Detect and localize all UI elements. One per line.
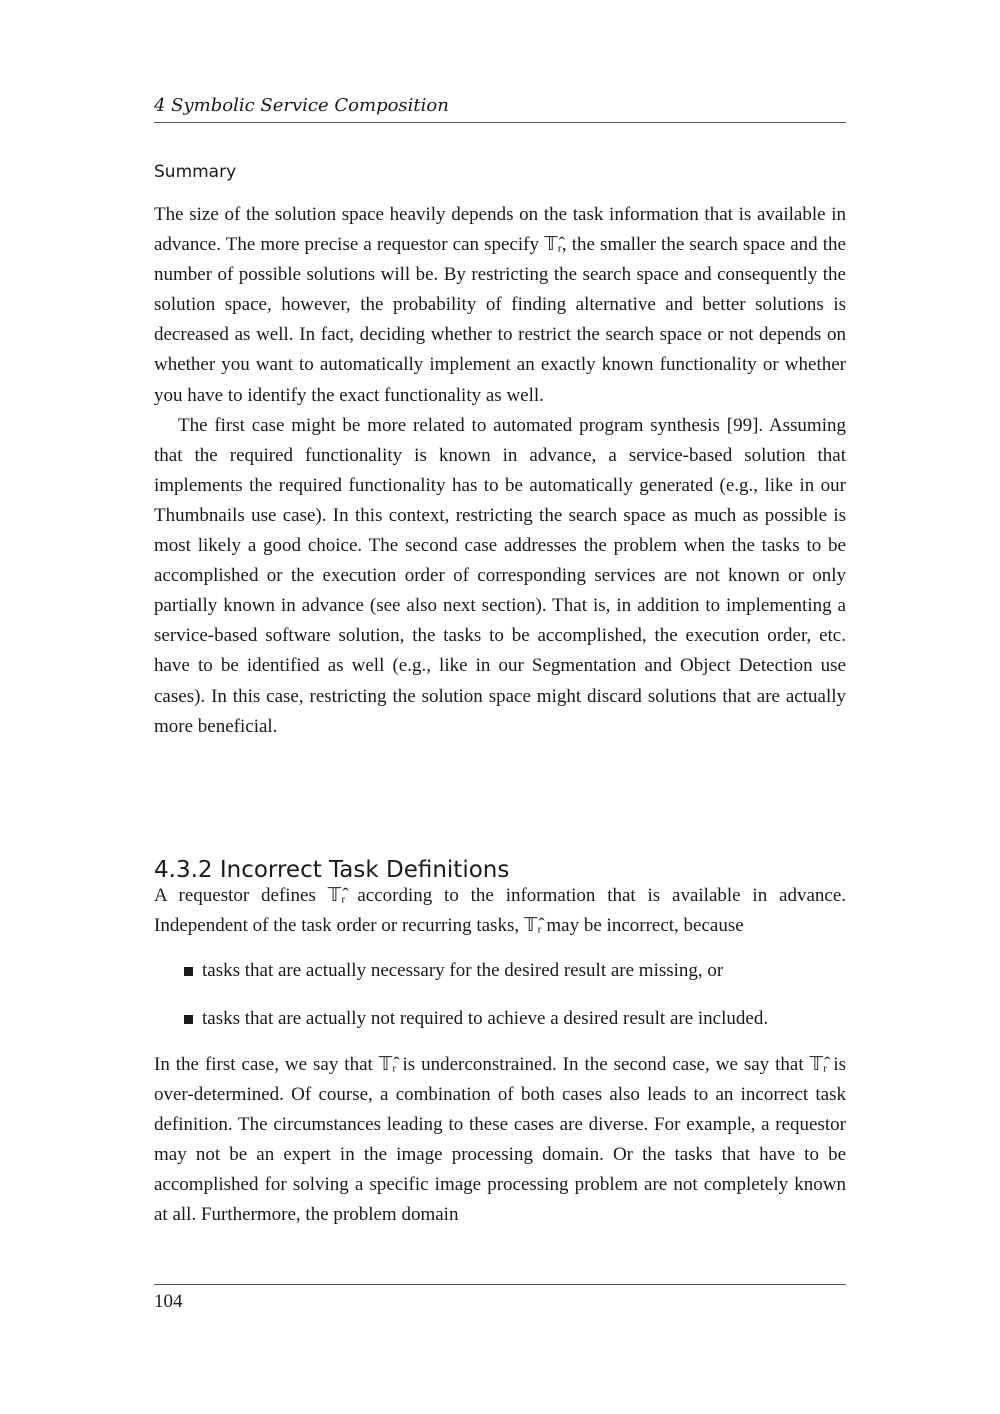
running-header: 4 Symbolic Service Composition: [154, 94, 846, 123]
list-item: [154, 1004, 846, 1034]
section-heading: 4.3.2 Incorrect Task Definitions: [154, 857, 510, 884]
summary-paragraph-2: The first case might be more related to automated program synthesis [99]. Assuming that the required functionality is known in advance, a service-based solution that implements the required functionality has to be automatically generated (e.g., like in our Thumbnails use case). In this context, restricting the search space as much as possible is most likely a good choice. The second case addresses the problem when the tasks to be accomplished or the execution order of corresponding services are not known or only partially known in advance (see also next section). That is, in addition to implementing a service-based software solution, the tasks to be accomplished, the execution order, etc. have to be identified as well (e.g., like in our Segmentation and Object Detection use cases). In this case, restricting the solution space might discard solutions that are actually more beneficial.: [154, 414, 846, 737]
summary-heading: Summary: [154, 162, 237, 182]
list-item: [154, 956, 846, 986]
summary-body: [154, 200, 846, 742]
bullet-text: tasks that are actually not required to achieve a desired result are included.: [202, 1008, 769, 1029]
bullet-square-icon: [184, 1015, 193, 1024]
bullet-text: tasks that are actually necessary for the desired result are missing, or: [202, 960, 724, 981]
summary-paragraph-1: The size of the solution space heavily depends on the task information that is available in advance. The more precise a requestor can specify 𝕋ᵣ̂, the smaller the search space and the number of possible solutions will be. By restricting the search space and consequently the solution space, however, the probability of finding alternative and better solutions is decreased as well. In fact, deciding whether to restrict the search space or not depends on whether you want to automatically implement an exactly known functionality or whether you have to identify the exact functionality as well.: [154, 204, 846, 406]
page-number: 104: [154, 1291, 183, 1312]
section-paragraph: In the first case, we say that 𝕋ᵣ̂ is underconstrained. In the second case, we say that 𝕋ᵣ̂ is over-determined. Of course, a combination of both cases also leads to an incorrect task definition. The circumstances leading to these cases are diverse. For example, a requestor may not be an expert in the image processing domain. Or the tasks that have to be accomplished for solving a specific image processing problem are not completely known at all. Furthermore, the problem domain: [154, 1054, 846, 1226]
section-body: [154, 1050, 846, 1231]
bullet-square-icon: [184, 967, 193, 976]
section-intro: A requestor defines 𝕋ᵣ̂ according to the information that is available in advance. Independent of the task order or recurring tasks, 𝕋ᵣ̂ may be incorrect, because: [154, 885, 846, 937]
footer-rule: [154, 1284, 846, 1285]
section-intro-block: [154, 881, 846, 941]
bullet-list: [154, 956, 846, 1052]
